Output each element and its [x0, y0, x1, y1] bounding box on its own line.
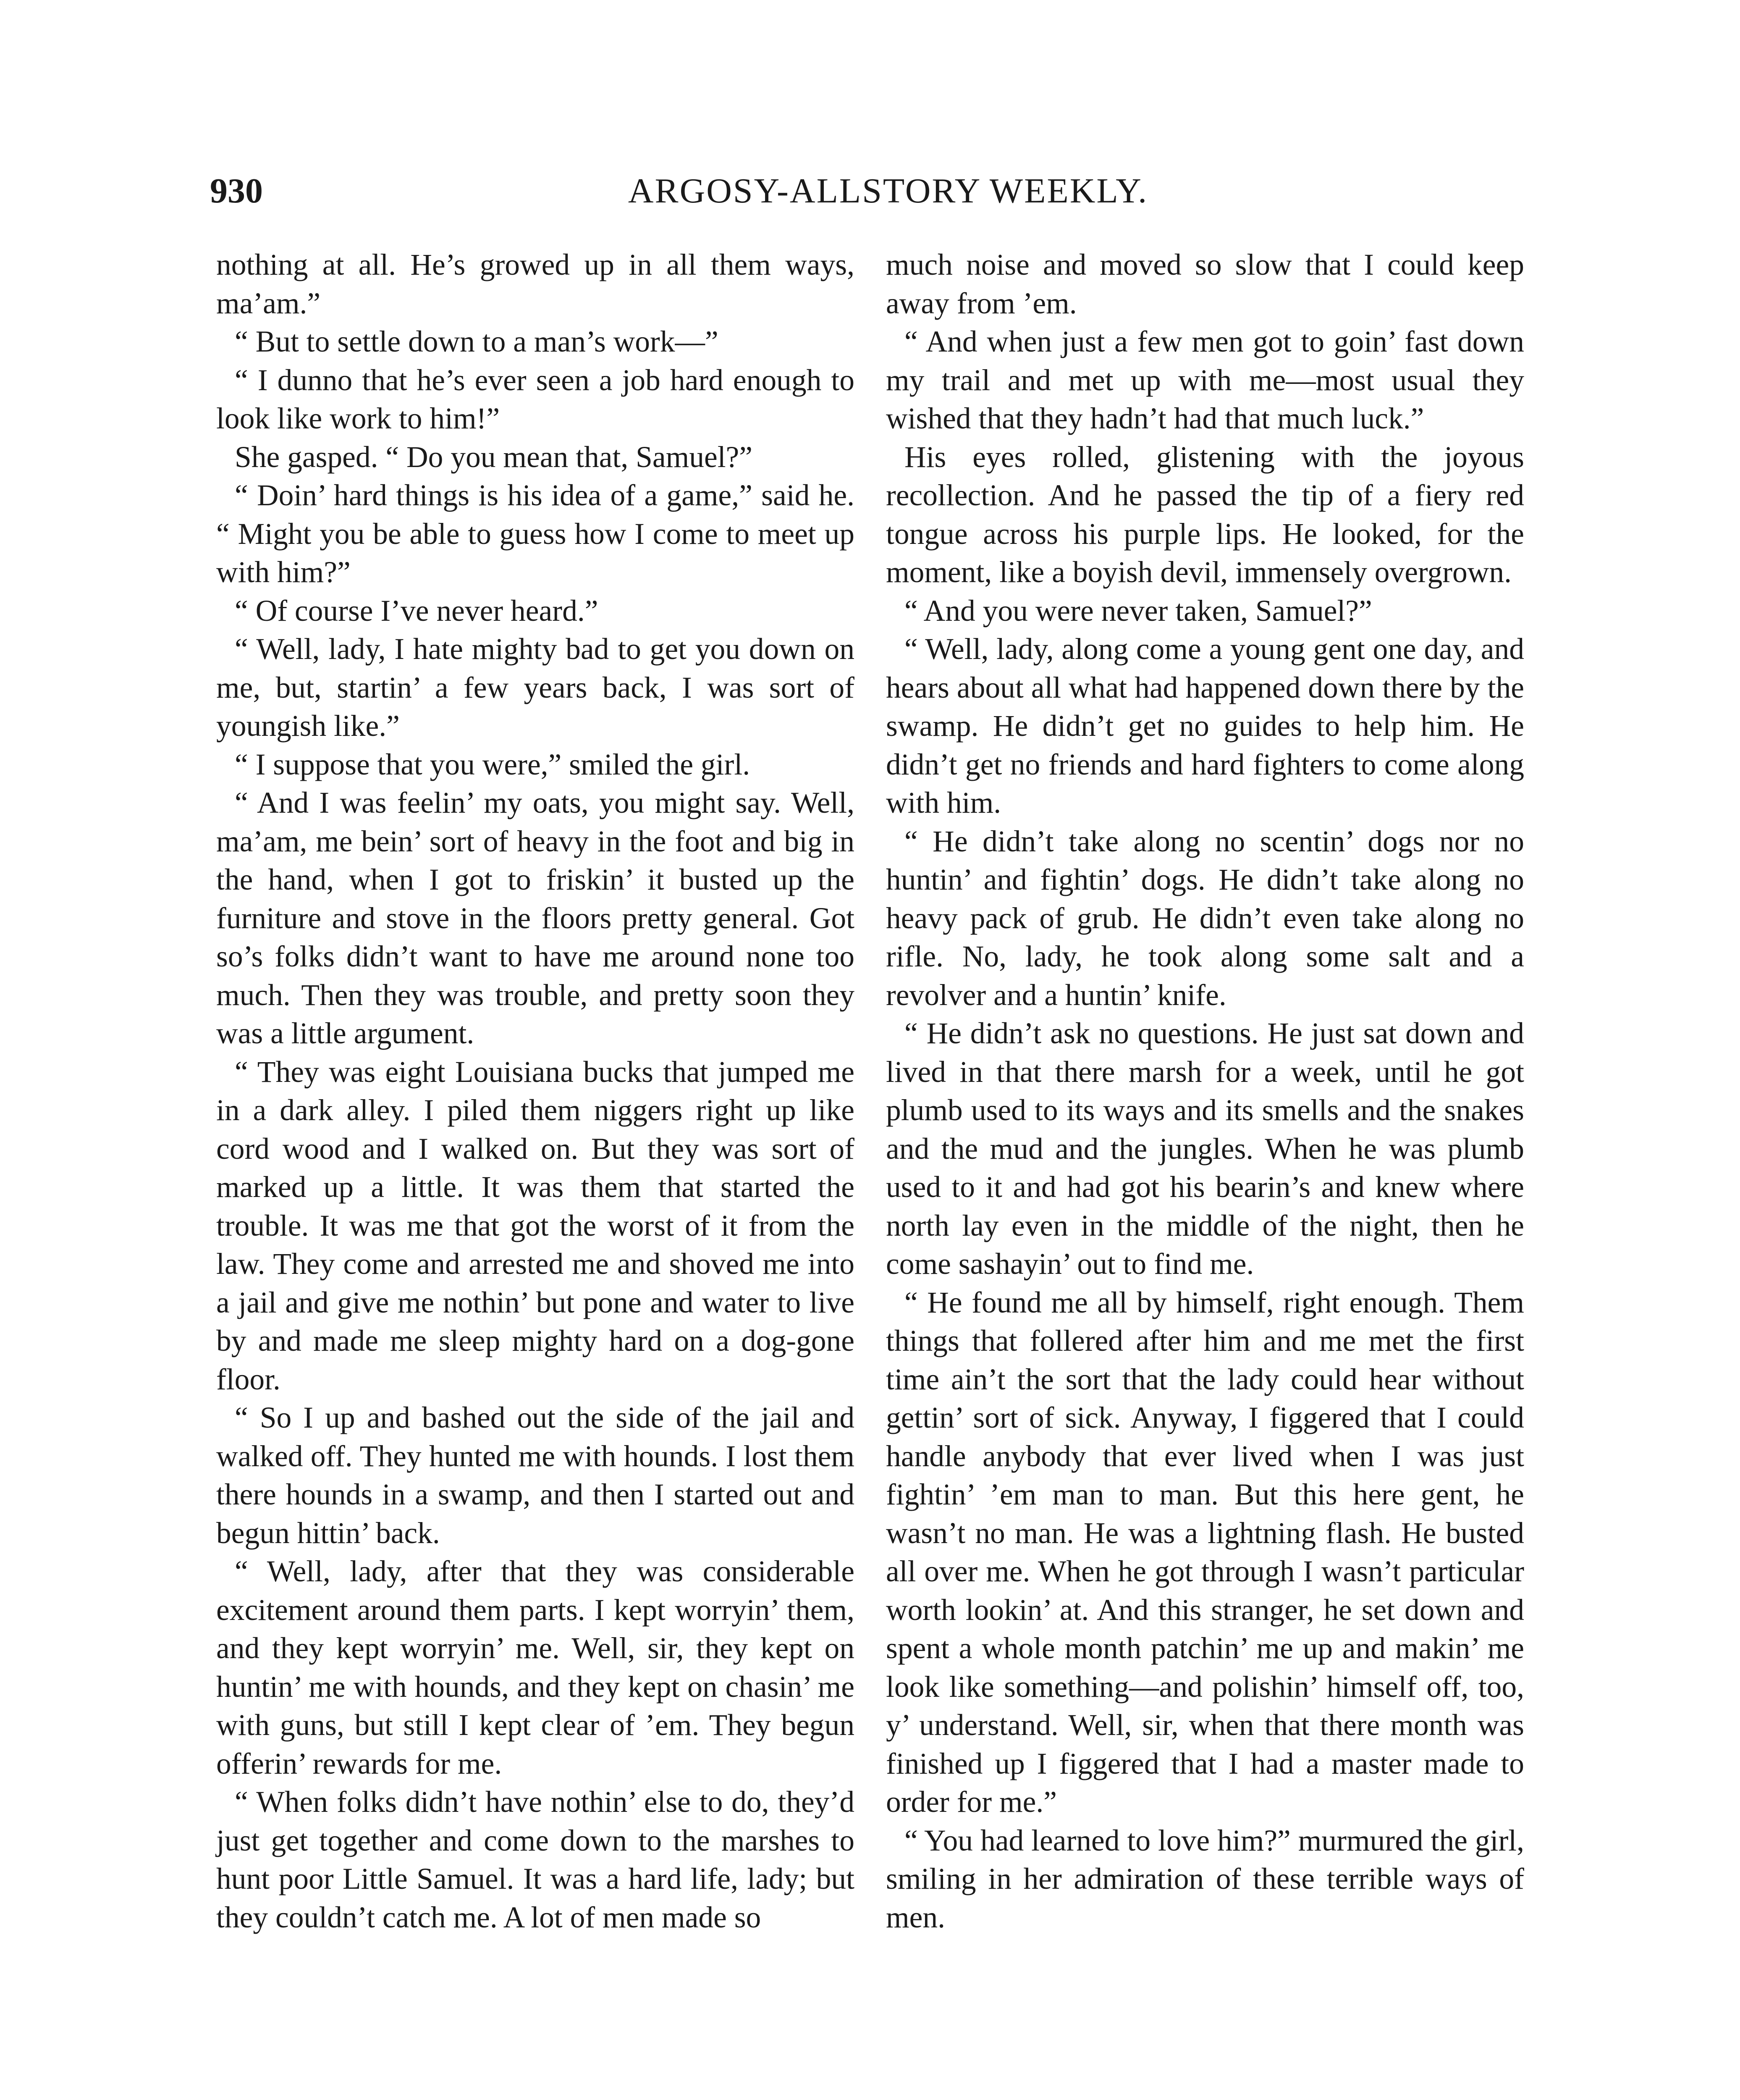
paragraph: “ And when just a few men got to goin’ fast down my trail and met up with me—most usual they wished that they hadn’t had that much luck.” — [886, 325, 1524, 435]
paragraph: “ And you were never taken, Samuel?” — [904, 594, 1372, 627]
paragraph: “ He didn’t take along no scentin’ dogs nor no huntin’ and fightin’ dogs. He didn’t take along no heavy pack of grub. He didn’t even take along no rifle. No, lady, he took along some salt and a revolver and a huntin’ knife. — [886, 824, 1524, 1012]
right-column — [886, 246, 1524, 1937]
paragraph: “ He found me all by himself, right enough. Them things that follered after him and me met the first time ain’t the sort that the lady could hear without gettin’ sort of sick. Anyway, I figgered that I could handle anybody that ever lived when I was just fightin’ ’em man to man. But this here gent, he wasn’t no man. He was a lightning flash. He busted all over me. When he got through I wasn’t particular worth lookin’ at. And this stranger, he set down and spent a whole month patchin’ me up and makin’ me look like something—and polishin’ himself off, too, y’ understand. Well, sir, when that there month was finished up I figgered that I had a master made to order for me.” — [886, 1286, 1524, 1819]
paragraph: She gasped. “ Do you mean that, Samuel?” — [235, 440, 753, 474]
paragraph: His eyes rolled, glistening with the joyous recollection. And he passed the tip of a fiery red tongue across his purple lips. He looked, for the moment, like a boyish devil, immensely overgrown. — [886, 440, 1524, 589]
left-column — [216, 246, 854, 1937]
paragraph: “ I suppose that you were,” smiled the girl. — [235, 748, 750, 781]
paragraph: “ He didn’t ask no questions. He just sat down and lived in that there marsh for a week, until he got plumb used to its ways and its smells and the snakes and the mud and the jungles. When he was plumb used to it and had got his bearin’s and knew where north lay even in the middle of the night, then he come sashayin’ out to find me. — [886, 1017, 1524, 1281]
paragraph: “ Well, lady, along come a young gent one day, and hears about all what had happened down there by the swamp. He didn’t get no guides to help him. He didn’t get no friends and hard fighters to come along with him. — [886, 633, 1524, 819]
paragraph: “ You had learned to love him?” murmured the girl, smiling in her admiration of these terrible ways of men. — [886, 1824, 1524, 1934]
paragraph: “ Well, lady, I hate mighty bad to get you down on me, but, startin’ a few years back, I was sort of youngish like.” — [216, 633, 854, 743]
paragraph: “ When folks didn’t have nothin’ else to do, they’d just get together and come down to the marshes to hunt poor Little Samuel. It was a hard life, lady; but they couldn’t catch me. A lot of men made so — [216, 1785, 854, 1934]
paragraph: “ Well, lady, after that they was considerable excitement around them parts. I kept worryin’ them, and they kept worryin’ me. Well, sir, they kept on huntin’ me with hounds, and they kept on chasin’ me with guns, but still I kept clear of ’em. They begun offerin’ rewards for me. — [216, 1555, 854, 1780]
page-number: 930 — [210, 171, 263, 210]
paragraph: nothing at all. He’s growed up in all them ways, ma’am.” — [216, 248, 854, 320]
running-head: ARGOSY-ALLSTORY WEEKLY. — [628, 171, 1148, 210]
paragraph: “ They was eight Louisiana bucks that jumped me in a dark alley. I piled them niggers right up like cord wood and I walked on. But they was sort of marked up a little. It was them that started the trouble. It was me that got the worst of it from the law. They come and arrested me and shoved me into a jail and give me nothin’ but pone and water to live by and made me sleep mighty hard on a dog-gone floor. — [216, 1055, 854, 1396]
paragraph: much noise and moved so slow that I could keep away from ’em. — [886, 248, 1524, 320]
paragraph: “ But to settle down to a man’s work—” — [235, 325, 718, 358]
paragraph: “ So I up and bashed out the side of the jail and walked off. They hunted me with hounds. I lost them there hounds in a swamp, and then I started out and begun hittin’ back. — [216, 1401, 854, 1550]
paragraph: “ Doin’ hard things is his idea of a game,” said he. “ Might you be able to guess how I come to meet up with him?” — [216, 479, 854, 589]
paragraph: “ Of course I’ve never heard.” — [235, 594, 598, 627]
paragraph: “ I dunno that he’s ever seen a job hard enough to look like work to him!” — [216, 363, 854, 435]
page-header — [210, 166, 1566, 220]
paragraph: “ And I was feelin’ my oats, you might say. Well, ma’am, me bein’ sort of heavy in the foot and big in the hand, when I got to friskin’ it busted up the furniture and stove in the floors pretty general. Got so’s folks didn’t want to have me around none too much. Then they was trouble, and pretty soon they was a little argument. — [216, 786, 854, 1050]
